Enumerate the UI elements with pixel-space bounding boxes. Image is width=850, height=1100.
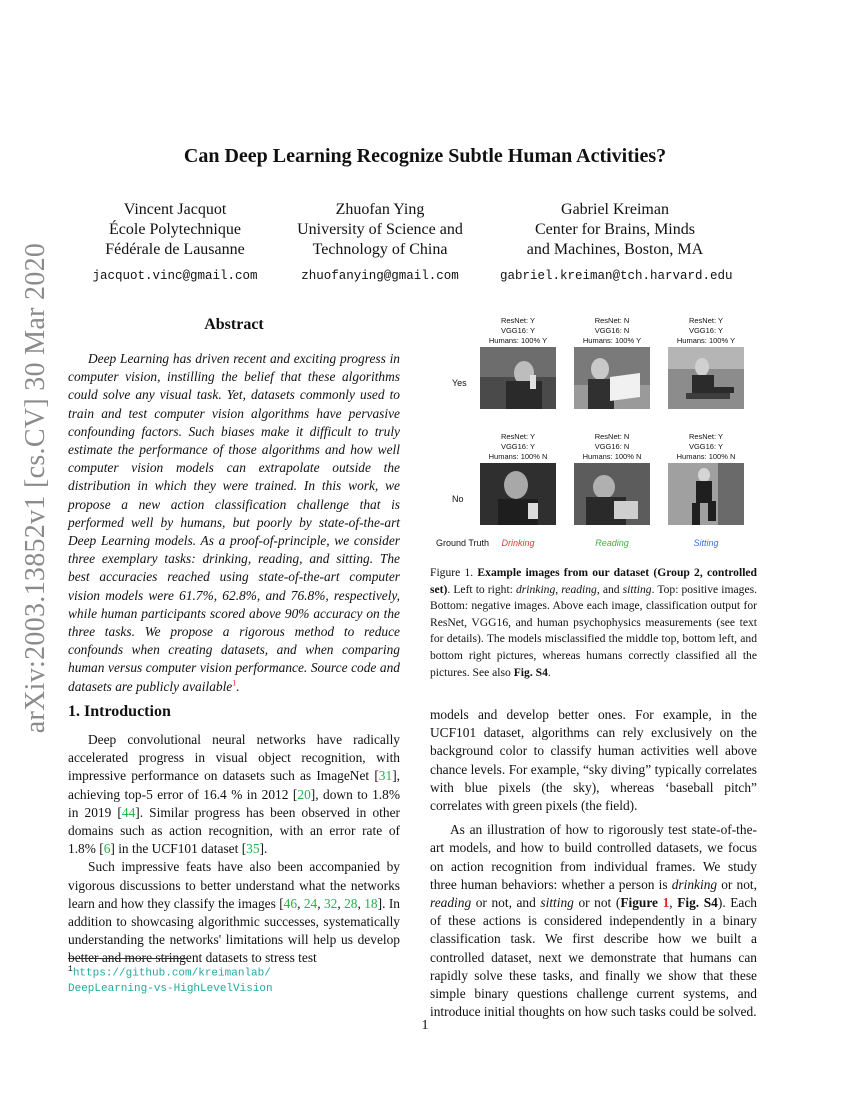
section-heading-introduction: 1. Introduction (68, 703, 171, 720)
vgg-output: VGG16: Y (688, 442, 724, 451)
caption-text: . Top: positive images. Bottom: negative images. Above each image, classification output for ResNet, VGG16, and human psychophysics measurements (see text for details). The models misclassified the middle top, bottom left, and bottom right pictures, whereas humans correctly classified all the pictures. See also (430, 582, 757, 679)
body-text: , (297, 895, 304, 911)
author-email[interactable]: jacquot.vinc@gmail.com (92, 269, 258, 283)
vgg-output: VGG16: Y (500, 442, 536, 451)
author-name: Gabriel Kreiman (561, 201, 669, 218)
caption-text: . (547, 665, 551, 679)
abstract-end: . (236, 678, 240, 694)
author-email[interactable]: zhuofanying@gmail.com (301, 269, 459, 283)
caption-fig-ref: Fig. S4 (513, 665, 548, 679)
body-term: sitting (540, 895, 574, 911)
footnote-url-line1[interactable]: https://github.com/kreimanlab/ (72, 967, 271, 980)
author-name: Vincent Jacquot (123, 201, 227, 218)
row-label-yes: Yes (452, 378, 467, 388)
author-affiliation-line: École Polytechnique (109, 221, 241, 238)
resnet-output: ResNet: Y (500, 432, 536, 441)
citation-link[interactable]: 18 (364, 895, 378, 911)
body-text: , (669, 895, 678, 911)
arxiv-identifier: arXiv:2003.13852v1 [cs.CV] 30 Mar 2020 (20, 242, 51, 734)
vgg-output: VGG16: N (594, 326, 630, 335)
intro-paragraph (68, 858, 400, 967)
citation-link[interactable]: 31 (378, 768, 393, 784)
ground-truth-sitting: Sitting (693, 538, 719, 548)
figure-cell (668, 316, 744, 409)
author-affiliation-line: Fédérale de Lausanne (105, 241, 245, 258)
figure-cell (668, 432, 744, 525)
resnet-output: ResNet: Y (688, 432, 724, 441)
human-output: Humans: 100% Y (488, 336, 548, 345)
body-text: ]. (259, 841, 268, 857)
intro-right-column (430, 706, 757, 1027)
citation-link[interactable]: 35 (246, 841, 260, 857)
body-text: As an illustration of how to rigorously test state-of-the-art models, and how to build controlled datasets, we focus on action recognition from individual frames. We study three human behaviors: whether a person is (430, 822, 757, 892)
resnet-output: ResNet: N (594, 316, 630, 325)
citation-link[interactable]: 20 (297, 786, 311, 802)
body-text: or not, and (471, 895, 541, 911)
figure-ref-link[interactable]: 1 (662, 895, 670, 911)
footnote-rule (68, 958, 188, 959)
author-block (500, 200, 733, 286)
abstract-body (68, 350, 400, 696)
intro-paragraph (430, 821, 757, 1021)
row-label-no: No (452, 494, 464, 504)
row-label-ground-truth: Ground Truth (436, 538, 490, 548)
caption-prefix: Figure 1. (430, 566, 478, 579)
not-reading-photo (574, 463, 650, 525)
not-drinking-photo (480, 463, 556, 525)
author-email[interactable]: gabriel.kreiman@tch.harvard.edu (500, 269, 733, 283)
author-affiliation-line: University of Science and (297, 221, 463, 238)
sitting-photo (668, 347, 744, 409)
body-text: ] in the UCF101 dataset [ (110, 841, 247, 857)
author-name: Zhuofan Ying (335, 201, 425, 218)
body-text: , (337, 895, 345, 911)
citation-link[interactable]: 28 (344, 895, 358, 911)
resnet-output: ResNet: Y (500, 316, 536, 325)
resnet-output: ResNet: N (594, 432, 630, 441)
body-text: ]. Similar progress has been observed in other domains such as action recognition, with an error rate of 1.8% [ (68, 804, 400, 857)
intro-paragraph: models and develop better ones. For example, in the UCF101 dataset, algorithms can rely exclusively on the background color to classify human activities well above chance levels. For example, “sky diving” typically correlates with blue pixels (the sky), whereas ‘baseball pitch” correlates with green pixels (the field). (430, 707, 757, 814)
body-text: Such impressive feats have also been accompanied by vigorous discussions to better understand what the networks learn and how they classify the images [ (68, 859, 400, 911)
resnet-output: ResNet: Y (688, 316, 724, 325)
citation-link[interactable]: 6 (103, 841, 111, 857)
body-text: ]. In addition to showcasing algorithmic successes, systematically understanding the networks' limitations will help us develop better and more stringent datasets to stress test (68, 895, 400, 966)
author-block (75, 200, 275, 286)
caption-bold: Example images from our dataset (Group 2, controlled set) (430, 566, 758, 596)
paper-title: Can Deep Learning Recognize Subtle Human Activities? (183, 145, 667, 167)
citation-link[interactable]: 44 (121, 804, 136, 820)
body-term: reading (430, 895, 472, 911)
body-text: , (317, 895, 324, 911)
human-output: Humans: 100% N (582, 452, 642, 461)
human-output: Humans: 100% N (676, 452, 736, 461)
figure-ref: Fig. S4 (677, 895, 718, 911)
figure-1 (430, 312, 757, 552)
figure-cell (574, 432, 650, 525)
body-text: or not ( (573, 895, 621, 911)
caption-term: sitting (622, 582, 652, 596)
abstract-text: Deep Learning has driven recent and exciting progress in computer vision, instilling the belief that these algorithms could solve any visual task. Yet, datasets commonly used to train and test computer vision algorithms have pervasive confounding factors. Such biases make it difficult to truly estimate the performance of those algorithms and how well computer vision models can extrapolate outside the distribution in which they were trained. In this work, we propose a new action classification challenge that is performed well by humans, but poorly by state-of-the-art Deep Learning models. As a proof-of-principle, we consider three exemplary tasks: drinking, reading, and sitting. The best accuracies reached using state-of-the-art computer vision models were 61.7%, 62.8%, and 76.8%, respectively, while human participants scored above 90% accuracy on the three tasks. We propose a rigorous method to reduce confounds when creating datasets, and when comparing human versus computer vision performance. Source code and datasets are publicly available (68, 351, 400, 694)
body-text: Deep convolutional neural networks have radically accelerated progress in visual object recognition, with impressive performance on datasets such as ImageNet [ (68, 732, 400, 784)
figure-cell (480, 432, 556, 525)
body-text: or not, (717, 876, 757, 892)
human-output: Humans: 100% N (488, 452, 548, 461)
human-output: Humans: 100% Y (582, 336, 642, 345)
figure-cell (574, 316, 650, 409)
human-output: Humans: 100% Y (676, 336, 736, 345)
footnote-link[interactable]: 1 (232, 678, 237, 688)
caption-text: . Left to right: (447, 582, 516, 596)
figure-caption (430, 565, 757, 681)
intro-paragraph (68, 731, 400, 858)
body-text: , (357, 895, 365, 911)
body-text: ). Each of these actions is considered independently in a binary classification task. We first describe how we built a controlled dataset, next we demonstrate that humans can rapidly solve these tasks, and finally we show that these simple binary questions challenge current systems, and introduce initial thoughts on how such tasks could be solved. (430, 895, 757, 1020)
arxiv-side-stamp (0, 0, 60, 1100)
vgg-output: VGG16: Y (500, 326, 536, 335)
caption-text: , and (596, 582, 623, 596)
page-number: 1 (421, 1018, 429, 1033)
author-block (280, 200, 480, 286)
citation-link[interactable]: 46 (283, 895, 298, 911)
citation-link[interactable]: 24 (303, 895, 318, 911)
footnote (68, 962, 408, 997)
author-affiliation-line: and Machines, Boston, MA (526, 241, 704, 258)
body-term: drinking (671, 876, 718, 892)
vgg-output: VGG16: N (594, 442, 630, 451)
not-sitting-photo (668, 463, 744, 525)
citation-link[interactable]: 32 (323, 895, 338, 911)
caption-term: reading (561, 582, 597, 596)
drinking-photo (480, 347, 556, 409)
ground-truth-drinking: Drinking (501, 538, 535, 548)
body-text: ], down to 1.8% in 2019 [ (68, 786, 400, 820)
body-text: ], achieving top-5 error of 16.4 % in 2012 [ (68, 768, 400, 802)
figure-ref: Figure (620, 895, 663, 911)
caption-text: , (555, 582, 562, 596)
caption-term: drinking (515, 582, 556, 596)
footnote-mark: 1 (68, 965, 73, 974)
vgg-output: VGG16: Y (688, 326, 724, 335)
footnote-url-line2[interactable]: DeepLearning-vs-HighLevelVision (68, 982, 273, 995)
figure-cell (480, 316, 556, 409)
reading-photo (574, 347, 650, 409)
ground-truth-reading: Reading (595, 538, 629, 548)
author-affiliation-line: Technology of China (312, 241, 448, 258)
intro-left-column (68, 731, 400, 968)
author-affiliation-line: Center for Brains, Minds (535, 221, 695, 238)
abstract-heading: Abstract (204, 316, 264, 333)
